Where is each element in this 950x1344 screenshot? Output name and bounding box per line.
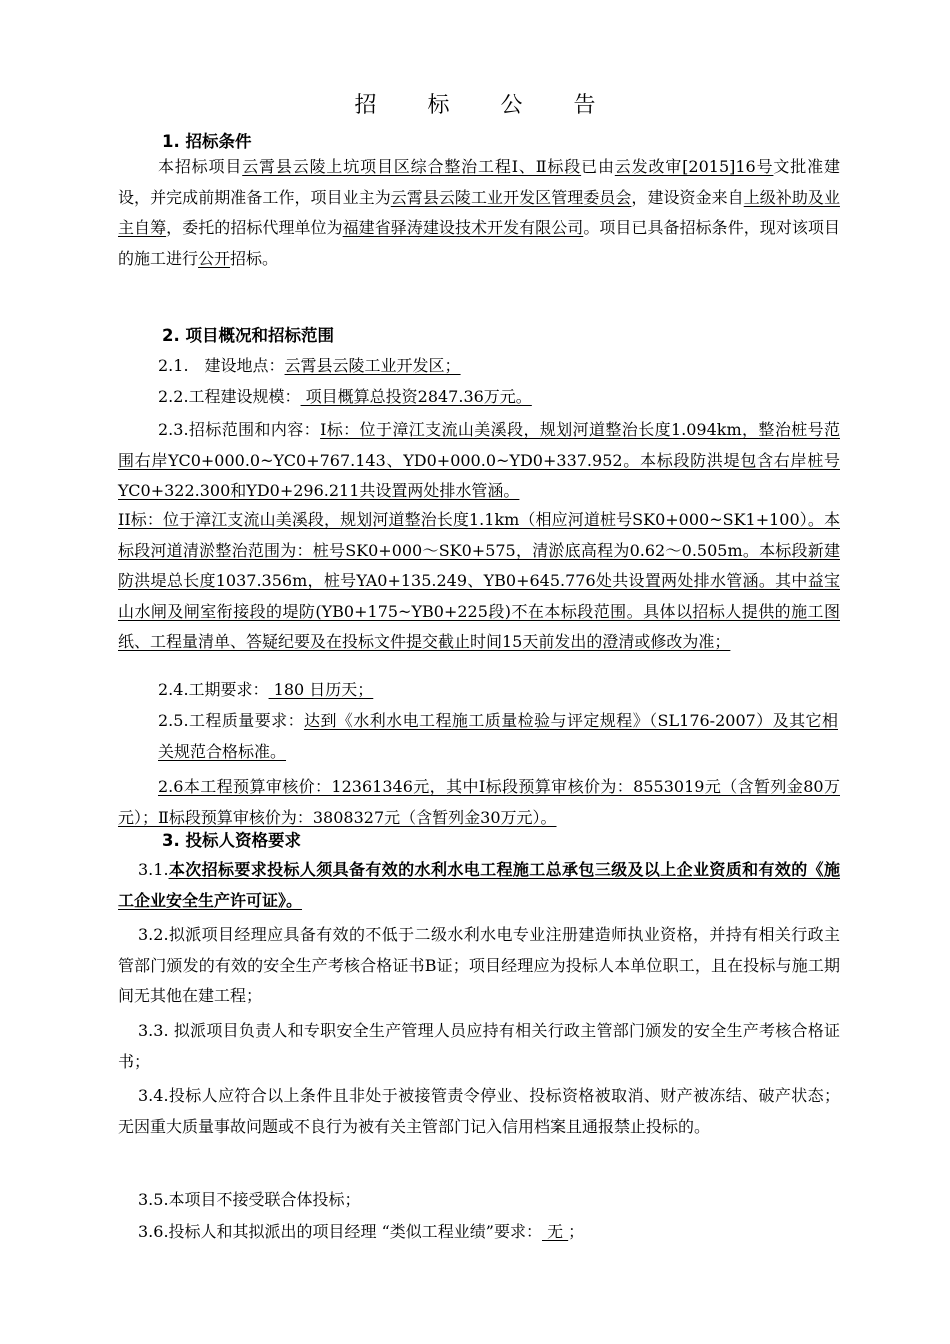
item-2-1 [158,351,880,381]
label: 2.2.工程建设规模： [158,387,301,406]
quality-requirement: 达到《水利水电工程施工质量检验与评定规程》（SL176-2007）及其它相关规范合格标准。 [158,711,838,761]
item-3-5: 3.5.本项目不接受联合体投标； [138,1190,361,1209]
text: ，建设资金来自 [631,187,744,207]
scope-lot-1: Ⅰ标：位于漳江支流山美溪段，规划河道整治长度1.094km，整治桩号范围右岸YC0+000.0~YC0+767.143、YD0+000.0~YD0+337.952。本标段防洪堤包含右岸桩号YC0+322.300和YD0+296.211共设置两处排水管涵。 [118,420,840,500]
item-2-3 [118,415,840,507]
item-3-2: 3.2.拟派项目经理应具备有效的不低于二级水利水电专业注册建造师执业资格，并持有相关行政主管部门颁发的有效的安全生产考核合格证书B证；项目经理应为投标人本单位职工，且在投标与施工期间无其他在建工程； [118,925,840,1005]
section-1-paragraph [118,152,840,274]
label: 3.1. [138,860,169,879]
construction-site: 云霄县云陵工业开发区； [284,356,461,375]
item-2-5 [158,706,838,767]
text: 招标。 [230,248,279,268]
similar-experience-requirement: 无 [541,1222,569,1241]
item-3-1 [118,855,840,916]
bidding-method: 公开 [198,248,231,268]
label: 2.5.工程质量要求： [158,711,305,730]
label: 2.1. 建设地点： [158,356,285,375]
section-2-heading: 2. 项目概况和招标范围 [162,326,334,345]
scope-lot-2: II标：位于漳江支流山美溪段，规划河道整治长度1.1km（相应河道桩号SK0+000~SK1+100）。本标段河道清淤整治范围为：桩号SK0+000～SK0+575，清淤底高程为0.62～0.505m。本标段新建防洪堤总长度1037.356m，桩号YA0+135.249、YB0+645.776处共设置两处排水管涵。其中益宝山水闸及闸室衔接段的堤防(YB0+175~YB0+225段)不在本标段范围。具体以招标人提供的施工图纸、工程量清单、答疑纪要及在投标文件提交截止时间15天前发出的澄清或修改为准； [118,510,840,651]
label: 2.3.招标范围和内容： [158,420,321,439]
item-2-6 [118,772,840,833]
project-name: 云霄县云陵上坑项目区综合整治工程Ⅰ、Ⅱ标段 [242,157,582,176]
approval-number: 云发改审[2015]16号 [614,157,774,176]
qualification-requirement: 本次招标要求投标人须具备有效的水利水电工程施工总承包三级及以上企业资质和有效的《施工企业安全生产许可证》。 [118,860,840,910]
item-3-3: 3.3. 拟派项目负责人和专职安全生产管理人员应持有相关行政主管部门颁发的安全生产考核合格证书； [118,1021,840,1071]
document-title: 招 标 公 告 [354,93,618,118]
text: ，委托的招标代理单位为 [166,218,343,237]
text: ； [568,1222,585,1241]
text: 文批准建设，并完成前期准备工作，项目业主为 [118,157,840,207]
label: 2.4.工期要求： [158,680,269,699]
item-3-4: 3.4.投标人应符合以上条件且非处于被接管责令停业、投标资格被取消、财产被冻结、破产状态；无因重大质量事故问题或不良行为被有关主管部门记入信用档案且通报禁止投标的。 [118,1086,840,1136]
section-1-heading: 1. 招标条件 [162,132,252,151]
item-2-4 [158,675,880,705]
item-2-3-lot-2 [118,505,840,658]
project-owner: 云霄县云陵工业开发区管理委员会 [390,187,632,207]
construction-scale: 项目概算总投资2847.36万元。 [300,387,532,406]
item-3-6 [138,1217,860,1247]
section-3-heading: 3. 投标人资格要求 [162,831,301,850]
construction-period: 180 日历天； [268,680,374,699]
bidding-agent: 福建省驿涛建设技术开发有限公司 [342,218,584,237]
budget-price: 2.6本工程预算审核价：12361346元，其中Ⅰ标段预算审核价为：8553019元（含暂列金80万元）；Ⅱ标段预算审核价为：3808327元（含暂列金30万元）。 [118,777,840,827]
text: 已由 [581,157,615,176]
label: 3.6.投标人和其拟派出的项目经理 “类似工程业绩”要求： [138,1222,542,1241]
text: 。项目已具备招标条件，现对该项目的施工进行 [118,218,840,268]
text: 本招标项目 [158,157,243,176]
funding-source: 上级补助及业主自筹 [118,187,840,237]
item-2-2 [158,382,880,412]
